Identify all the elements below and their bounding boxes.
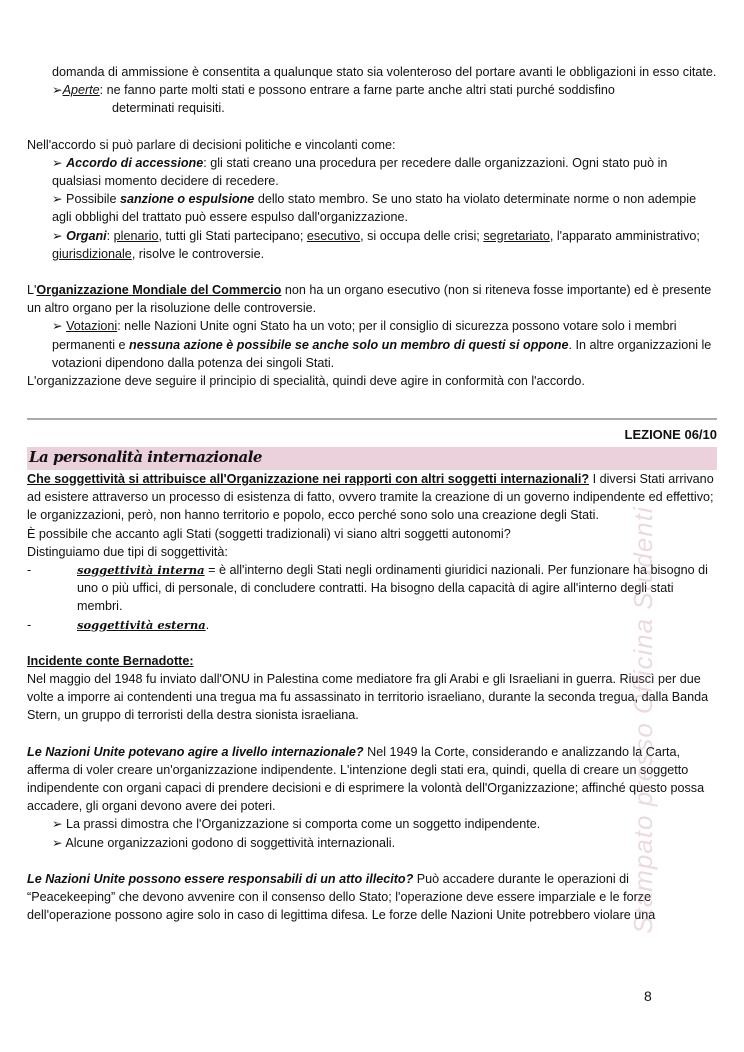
page-number: 8	[644, 988, 652, 1004]
divider	[27, 418, 717, 420]
text-run: : nelle Nazioni Unite ogni Stato ha un voto; per il consiglio di sicurezza possono votare solo i membri permanenti e	[52, 319, 677, 352]
text-run: Che soggettività si attribuisce all'Organizzazione nei rapporti con altri soggetti internazionali?	[27, 472, 590, 486]
text-run: Nel maggio del 1948 fu inviato dall'ONU in Palestina come mediatore fra gli Arabi e gli Israeliani in guerra. Riuscì per due volte a imporre ai contendenti una tregua ma fu assassinato in territorio israeliano, durante la seconda tregua, dalla Banda Stern, un gruppo di terroristi della destra sionista israeliana.	[27, 672, 709, 723]
text-run: Incidente conte Bernadotte:	[27, 653, 194, 668]
subheading	[27, 652, 717, 670]
list-item	[27, 834, 717, 852]
text-run: domanda di ammissione è consentita a qualunque stato sia volenteroso del portare avanti le obbligazioni in esso citate.	[52, 65, 717, 79]
paragraph	[27, 372, 717, 390]
list-item-continuation	[27, 99, 717, 117]
text-run: dello stato membro. Se uno stato ha violato determinate norme o non adempie agli obblighi del trattato può essere espulso dall'organizzazione.	[52, 192, 697, 225]
text-run: ➢ Possibile	[52, 192, 120, 207]
paragraph	[27, 470, 717, 525]
text-run: I diversi Stati arrivano ad esistere attraverso un processo di esistenza di fatto, ovvero tramite la creazione di un governo indipendente ed effettivo; le organizzazioni, però, non hanno territorio e popolo, ecco perché sono solo una creazione degli Stati.	[27, 472, 714, 523]
text-run: Le Nazioni Unite potevano agire a livello internazionale?	[27, 744, 364, 759]
text-run: ➢	[52, 319, 67, 334]
text-run: Accordo di accessione	[66, 155, 204, 170]
text-run: non ha un organo esecutivo (non si riteneva fosse importante) ed è presente un altro organo per la risoluzione delle controversie.	[27, 283, 712, 316]
text-run: ➢	[52, 83, 63, 98]
list-item	[27, 227, 717, 263]
text-run: Distinguiamo due tipi di soggettività:	[27, 544, 228, 559]
text-run: determinati requisiti.	[112, 101, 225, 116]
list-item	[27, 317, 717, 372]
text-run: :	[106, 228, 114, 243]
text-run: Votazioni	[66, 319, 118, 334]
text-run: , risolve le controversie.	[131, 246, 265, 261]
text-run: ➢	[52, 228, 67, 243]
text-run: esecutivo	[306, 228, 361, 243]
text-run: = è all'interno degli Stati negli ordinamenti giuridici nazionali. Per funzionare ha bisogno di uno o più uffici, di personale, di concludere contratti. Ha bisogno della capacità di agire all'interno degli stati membri.	[77, 563, 708, 614]
text-run: soggettività esterna	[77, 617, 206, 632]
text-run: Le Nazioni Unite possono essere responsabili di un atto illecito?	[27, 871, 414, 886]
text-run: Organi	[66, 228, 107, 243]
text-run: segretariato	[483, 228, 550, 243]
paragraph	[27, 870, 717, 925]
paragraph	[27, 63, 717, 81]
watermark: Stampato presso Officina Studenti	[627, 506, 658, 934]
list-item	[27, 190, 717, 226]
text-run: , l'apparato amministrativo;	[549, 228, 700, 243]
list-item	[27, 154, 717, 190]
text-run: Organizzazione Mondiale del Commercio	[36, 283, 282, 298]
section-title: La personalità internazionale	[29, 448, 262, 466]
text-run: Può accadere durante le operazioni di “Peacekeeping” che devono avvenire con il consenso dello Stato; l'operazione deve essere imparziale e le forze dell'operazione possono agire solo in caso di legittima difesa. Le forze delle Nazioni Unite potrebbero violare una	[27, 871, 656, 923]
paragraph: Nell'accordo si può parlare di decisioni politiche e vincolanti come:	[27, 137, 396, 152]
text-run: sanzione o espulsione	[119, 192, 255, 207]
text-run: L'	[27, 283, 37, 298]
paragraph	[27, 670, 717, 725]
text-run: .	[205, 617, 210, 632]
paragraph	[27, 281, 717, 317]
text-run: nessuna azione è possibile se anche solo un membro di questi si oppone	[129, 337, 569, 352]
text-run: L'organizzazione deve seguire il principio di specialità, quindi deve agire in conformità con l'accordo.	[27, 374, 585, 389]
continuation-block	[27, 63, 717, 390]
text-run: soggettività interna	[77, 563, 205, 578]
list-item	[27, 815, 717, 833]
text-run: : ne fanno parte molti stati e possono entrare a farne parte anche altri stati purché soddisfino	[99, 83, 615, 98]
text-run: Aperte	[62, 83, 100, 98]
text-run: Nel 1949 la Corte, considerando e analizzando la Carta, afferma di voler creare un'organizzazione indipendente. L'intenzione degli stati era, quindi, quella di creare un soggetto indipendente con organi capaci di prendere decisioni e di esprimere la volontà dell'Organizzazione; affinché questo possa accadere, gli organi devono avere dei poteri.	[27, 744, 705, 814]
paragraph	[27, 525, 717, 543]
text-run: ➢	[52, 155, 67, 170]
section-body	[27, 470, 717, 924]
list-item: - soggettività interna = è all'interno degli Stati negli ordinamenti giuridici nazionali. Per funzionare ha bisogno di uno o più uffici, di personale, di concludere contratti. Ha bisogno della capacità di agire all'interno degli stati membri.	[27, 563, 708, 614]
text-run: ➢ La prassi dimostra che l'Organizzazione si comporta come un soggetto indipendente.	[52, 817, 541, 832]
text-run: , si occupa delle crisi;	[360, 228, 484, 243]
text-run: . In altre organizzazioni le votazioni dipendono dalla potenza dei singoli Stati.	[52, 337, 712, 370]
list-item-aperte	[27, 81, 717, 99]
paragraph	[27, 543, 717, 561]
text-run: plenario	[113, 228, 159, 243]
paragraph	[27, 743, 717, 816]
section-heading-band	[27, 447, 717, 470]
text-run: , tutti gli Stati partecipano;	[158, 228, 307, 243]
text-run: ➢ Alcune organizzazioni godono di soggettività internazionali.	[52, 835, 396, 850]
text-run: : gli stati creano una procedura per recedere dalle organizzazioni. Ogni stato può in qualsiasi momento decidere di recedere.	[52, 155, 668, 189]
lesson-label: LEZIONE 06/10	[624, 427, 717, 442]
list-item: - soggettività esterna.	[27, 617, 210, 632]
text-run: giurisdizionale	[52, 246, 132, 261]
text-run: È possibile che accanto agli Stati (soggetti tradizionali) vi siano altri soggetti autonomi?	[27, 526, 511, 541]
